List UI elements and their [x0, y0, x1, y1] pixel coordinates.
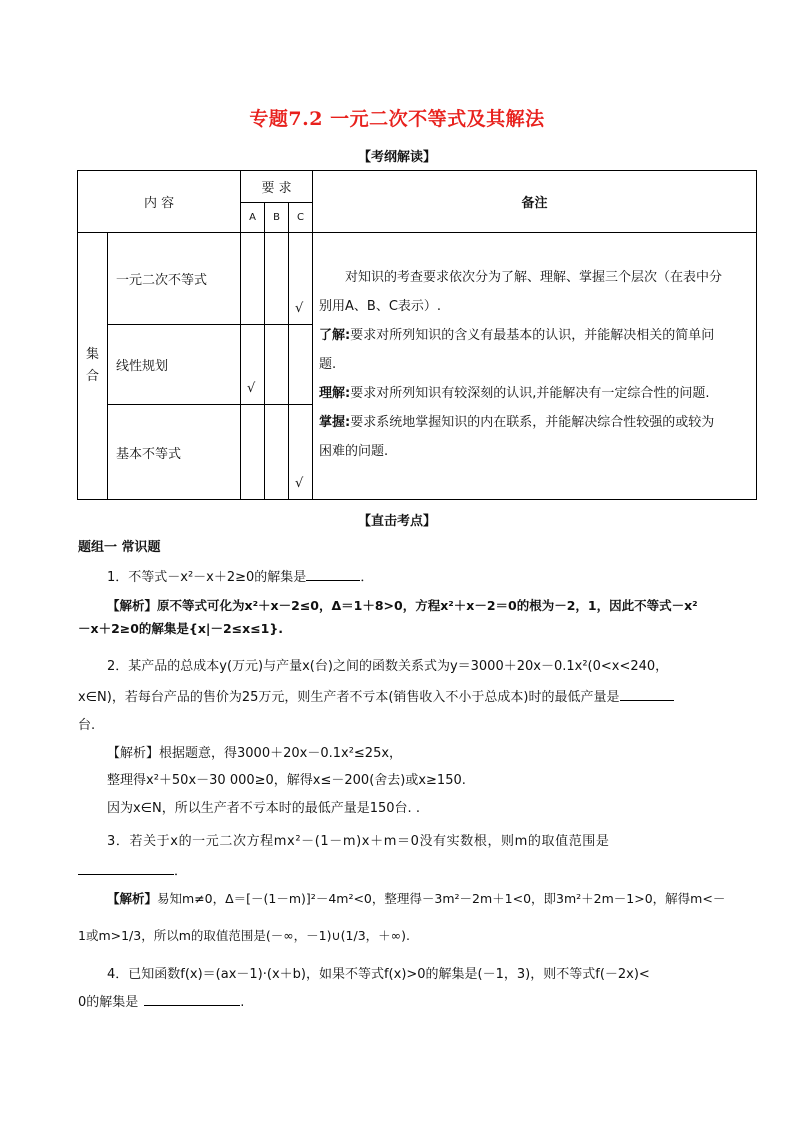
analysis-label: 【解析】: [107, 891, 158, 906]
q4-stem-end: .: [240, 995, 245, 1010]
q4-stem-line2: [78, 993, 244, 1012]
q1-stem: [107, 568, 373, 587]
check-mark: √: [289, 233, 313, 325]
q1-analysis: [107, 596, 698, 615]
check-mark: √: [241, 325, 265, 405]
page-title: 专题7.2 一元二次不等式及其解法: [249, 108, 545, 130]
q2-stem-line3: 台.: [78, 718, 96, 733]
row-name: 线性规划: [108, 325, 241, 405]
analysis-label: 【解析】: [107, 746, 160, 761]
q2-stem-line2: [78, 688, 674, 707]
note-l3-text: 要求系统地掌握知识的内在联系，并能解决综合性较强的或较为: [350, 415, 715, 430]
note-l1-text2: 题.: [319, 357, 337, 372]
header-note: 备注: [313, 171, 757, 233]
note-intro2: 别用A、B、C表示）.: [319, 299, 442, 314]
note-l3-text2: 困难的问题.: [319, 444, 389, 459]
q3-analysis-text: 易知m≠0，Δ＝[－(1－m)]²－4m²<0，整理得－3m²－2m＋1<0，即3m²＋2m－1>0，解得m<－: [157, 891, 726, 906]
level-c: C: [289, 203, 313, 233]
q3-analysis-line2: 1或m>1/3，所以m的取值范围是(－∞，－1)∪(1/3，＋∞).: [78, 928, 410, 943]
answer-blank: [620, 688, 674, 701]
q1-analysis-text: 原不等式可化为x²＋x－2≤0，Δ＝1＋8>0，方程x²＋x－2＝0的根为－2，1，因此不等式－x²: [157, 598, 698, 613]
q2-analysis-line3: 因为x∈N，所以生产者不亏本时的最低产量是150台. .: [107, 801, 420, 816]
note-l3-label: 掌握:: [319, 415, 351, 430]
group-title: 题组一 常识题: [78, 540, 161, 555]
note-intro: 对知识的考查要求依次分为了解、理解、掌握三个层次（在表中分: [345, 270, 723, 285]
row-name: 基本不等式: [108, 405, 241, 500]
header-requirement: 要 求: [241, 171, 313, 203]
level-a: A: [241, 203, 265, 233]
note-l2-text: 要求对所列知识有较深刻的认识,并能解决有一定综合性的问题.: [350, 386, 710, 401]
q2-stem-line1: 2．某产品的总成本y(万元)与产量x(台)之间的函数关系式为y＝3000＋20x－0.1x²(0<x<240，: [107, 659, 669, 674]
note-l2-label: 理解:: [319, 386, 351, 401]
q4-stem-text: 0的解集是: [78, 995, 139, 1010]
q2-analysis: [107, 744, 402, 763]
note-l1-label: 了解:: [319, 328, 351, 343]
q3-analysis: [107, 889, 725, 908]
q3-stem-end: ．: [174, 864, 188, 879]
q2-stem-text: x∈N)，若每台产品的售价为25万元，则生产者不亏本(销售收入不小于总成本)时的最低产量是: [78, 690, 620, 705]
section-points-heading: 【直击考点】: [357, 514, 436, 529]
note-cell: [313, 233, 757, 500]
outline-table: [77, 170, 757, 500]
q3-stem-line2: [78, 862, 187, 881]
answer-blank: [78, 862, 174, 875]
note-l1-text: 要求对所列知识的含义有最基本的认识，并能解决相关的简单问: [350, 328, 715, 343]
answer-blank: [306, 568, 360, 581]
answer-blank: [144, 993, 240, 1006]
section-outline-heading: 【考纲解读】: [357, 150, 436, 165]
category-label: 集合: [85, 347, 99, 384]
q1-stem-text: 1．不等式－x²－x＋2≥0的解集是: [107, 570, 307, 585]
check-mark: √: [289, 405, 313, 500]
q1-analysis-cont: －x＋2≥0的解集是{x|－2≤x≤1}.: [78, 621, 284, 636]
q1-stem-end: ．: [360, 570, 374, 585]
q4-stem-line1: 4．已知函数f(x)＝(ax－1)·(x＋b)，如果不等式f(x)>0的解集是(－1，3)，则不等式f(－2x)<: [107, 967, 650, 982]
header-content: 内 容: [78, 171, 241, 233]
q3-stem-line1: 3．若关于x的一元二次方程mx²－(1－m)x＋m＝0没有实数根，则m的取值范围是: [107, 834, 610, 849]
row-name: 一元二次不等式: [108, 233, 241, 325]
level-b: B: [265, 203, 289, 233]
analysis-label: 【解析】: [107, 598, 158, 613]
q2-analysis-line2: 整理得x²＋50x－30 000≥0，解得x≤－200(舍去)或x≥150.: [107, 773, 466, 788]
category-cell: [78, 233, 108, 500]
q2-analysis-text: 根据题意，得3000＋20x－0.1x²≤25x，: [159, 746, 403, 761]
